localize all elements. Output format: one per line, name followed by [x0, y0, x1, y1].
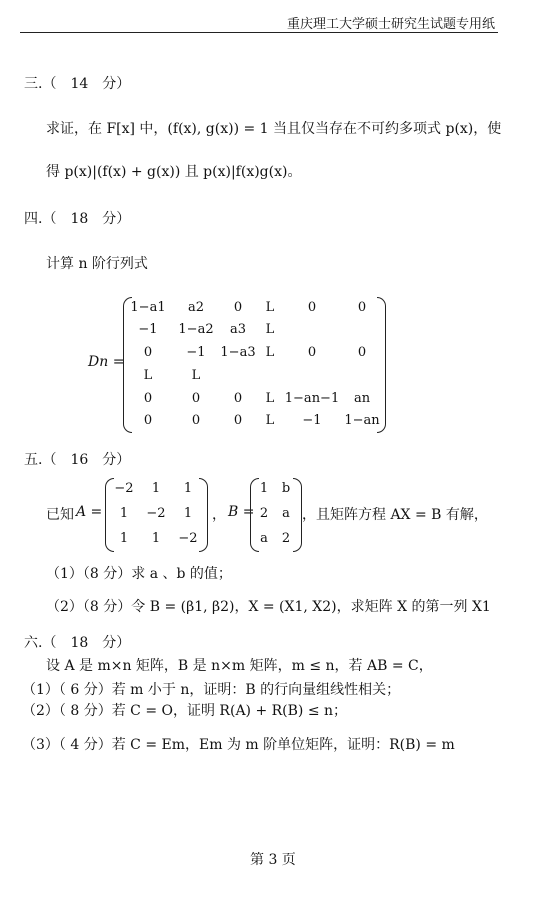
- q5-comma: ，: [212, 507, 226, 523]
- q5-matrix-a-cell: 1: [119, 506, 129, 521]
- q4-matrix-cell: L: [265, 391, 275, 406]
- q3-line2: [46, 161, 301, 181]
- q4-matrix-cell: −1: [302, 413, 322, 428]
- q6-heading: 六.（ 18 分）: [24, 635, 131, 651]
- q4-matrix-cell: L: [265, 413, 275, 428]
- page-number: 第 3 页: [250, 852, 296, 868]
- q5-b-label: B =: [228, 504, 255, 520]
- q5-heading: 五.（ 16 分）: [24, 452, 131, 468]
- q4-matrix-cell: 1−an−1: [284, 391, 340, 406]
- q3-line2-text: 得 p(x)|(f(x) + g(x)) 且 p(x)|f(x)g(x)。: [46, 164, 302, 180]
- q4-matrix-cell: 0: [191, 413, 201, 428]
- q5-matrix-a-cell: 1: [183, 481, 193, 496]
- q4-matrix-cell: a2: [187, 300, 205, 315]
- q5-matrix-b-left-paren: [250, 478, 259, 552]
- q4-matrix-cell: 0: [191, 391, 201, 406]
- q5-matrix-a-right-paren: [199, 478, 208, 552]
- q5-tail: ，且矩阵方程 AX = B 有解，: [302, 507, 488, 523]
- q4-matrix-cell: 0: [143, 391, 153, 406]
- q4-matrix-cell: L: [265, 300, 275, 315]
- q4-matrix-cell: L: [265, 322, 275, 337]
- q5-matrix-a-cell: 1: [183, 506, 193, 521]
- q4-matrix-cell: 1−a3: [220, 345, 256, 360]
- header-rule: [20, 32, 498, 33]
- q4-matrix-cell: a3: [229, 322, 247, 337]
- q5-matrix-b-cell: b: [281, 481, 291, 496]
- q5-matrix-b-cell: a: [282, 506, 290, 521]
- q5-matrix-a-cell: 1: [151, 481, 161, 496]
- q5-matrix-b-cell: 1: [259, 481, 269, 496]
- q4-matrix-cell: 0: [307, 345, 317, 360]
- q4-matrix-cell: L: [191, 368, 201, 383]
- q4-matrix-cell: 1−an: [344, 413, 380, 428]
- q3-line1: [46, 118, 501, 138]
- q5-matrix-b-cell: a: [260, 531, 268, 546]
- q5-part1: （1）（8 分）求 a 、b 的值；: [46, 566, 232, 582]
- q5-matrix-a-cell: −2: [146, 506, 166, 521]
- q3-line1-text: 求证，在 F[x] 中，(f(x), g(x)) = 1 当且仅当存在不可约多项式 p(x)，使: [46, 121, 502, 137]
- q4-lhs: Dn =: [88, 354, 125, 370]
- q4-matrix-cell: 0: [307, 300, 317, 315]
- q5-part2: （2）（8 分）令 B = (β1, β2)，X = (X1, X2)，求矩阵 X 的第一列 X1: [46, 599, 491, 615]
- q4-matrix-cell: 1−a2: [178, 322, 214, 337]
- q5-matrix-a-cell: −2: [114, 481, 134, 496]
- q4-matrix-cell: 0: [357, 300, 367, 315]
- q6-intro: 设 A 是 m×n 矩阵，B 是 n×m 矩阵，m ≤ n，若 AB = C，: [46, 658, 433, 674]
- q6-part3: （3）（ 4 分）若 C = Em，Em 为 m 阶单位矩阵，证明：R(B) = m: [22, 737, 455, 753]
- q5-matrix-a-left-paren: [105, 478, 114, 552]
- q4-matrix-cell: 0: [143, 345, 153, 360]
- q4-matrix-cell: −1: [186, 345, 206, 360]
- q4-matrix-cell: an: [353, 391, 371, 406]
- q3-heading: 三.（ 14 分）: [24, 76, 131, 92]
- q6-part2: （2）（ 8 分）若 C = O，证明 R(A) + R(B) ≤ n；: [22, 703, 348, 719]
- q4-matrix-cell: 0: [357, 345, 367, 360]
- q4-matrix-cell: L: [143, 368, 153, 383]
- q4-matrix-cell: 0: [143, 413, 153, 428]
- q5-matrix-b-cell: 2: [259, 506, 269, 521]
- q5-a-label: A =: [76, 504, 103, 520]
- q5-matrix-a-cell: 1: [119, 531, 129, 546]
- q4-heading: 四.（ 18 分）: [24, 211, 131, 227]
- q5-matrix-a-cell: 1: [151, 531, 161, 546]
- q5-matrix-b-right-paren: [293, 478, 302, 552]
- q5-matrix-a-cell: −2: [178, 531, 198, 546]
- q5-known: 已知: [46, 507, 74, 523]
- q4-matrix-left-paren: [123, 297, 132, 433]
- q4-matrix-cell: 0: [233, 391, 243, 406]
- q6-part1: （1）（ 6 分）若 m 小于 n，证明：B 的行向量组线性相关；: [22, 682, 401, 698]
- q4-intro: 计算 n 阶行列式: [46, 256, 148, 272]
- q4-matrix-cell: L: [265, 345, 275, 360]
- q4-matrix-cell: 1−a1: [130, 300, 166, 315]
- q4-matrix-cell: −1: [138, 322, 158, 337]
- q4-matrix-cell: 0: [233, 413, 243, 428]
- q5-matrix-b-cell: 2: [281, 531, 291, 546]
- header-title: 重庆理工大学硕士研究生试题专用纸: [286, 17, 495, 32]
- q4-matrix-cell: 0: [233, 300, 243, 315]
